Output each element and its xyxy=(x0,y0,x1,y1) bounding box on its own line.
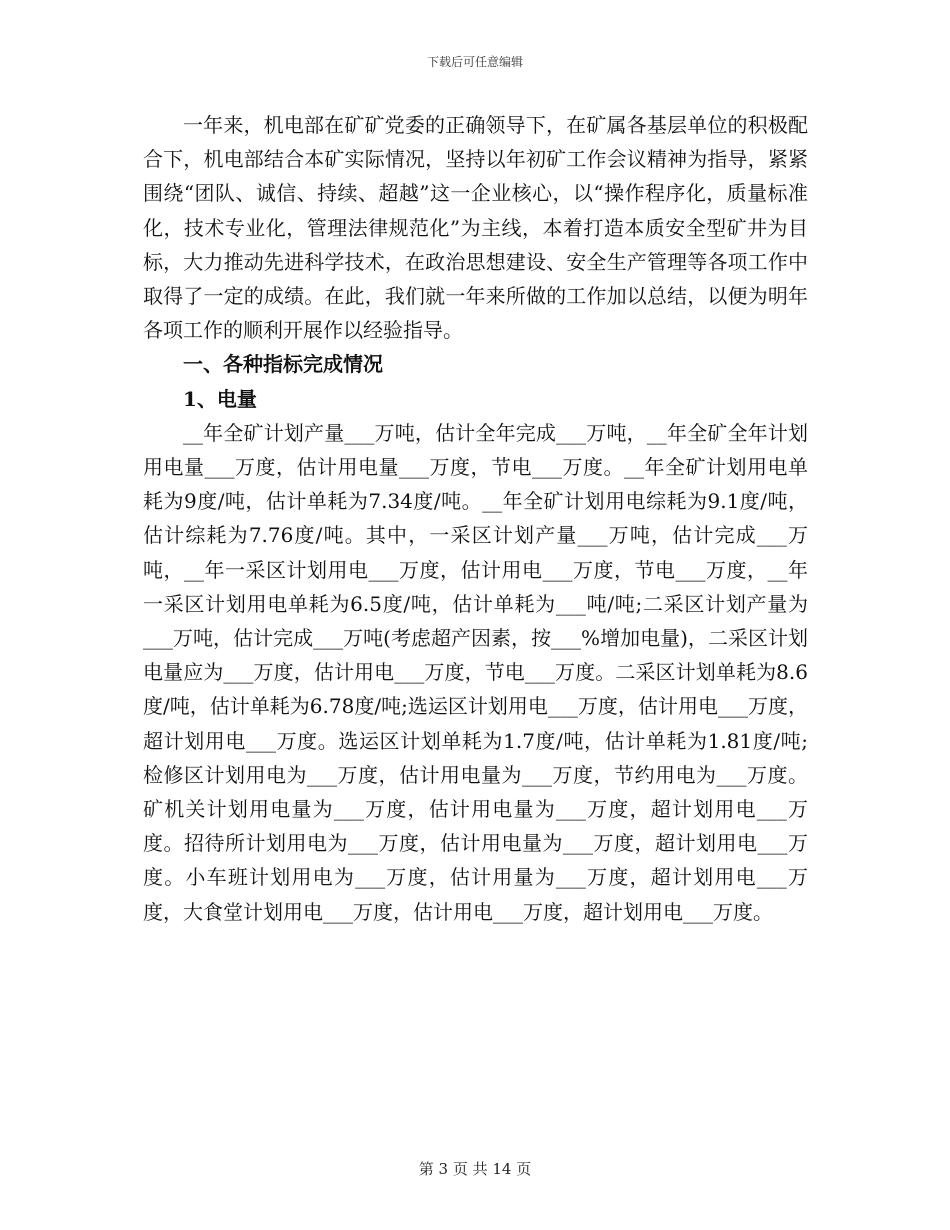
subsection-heading: 1、电量 xyxy=(183,386,257,411)
section-heading: 一、各种指标完成情况 xyxy=(183,352,383,377)
document-body xyxy=(143,108,808,929)
intro-paragraph: 一年来，机电部在矿矿党委的正确领导下，在矿属各基层单位的积极配合下，机电部结合本矿实际情况，坚持以年初矿工作会议精神为指导，紧紧围绕“团队、诚信、持续、超越”这一企业核心，以“操作程序化，质量标准化，技术专业化，管理法律规范化”为主线，本着打造本质安全型矿井为目标，大力推动先进科学技术，在政治思想建设、安全生产管理等各项工作中取得了一定的成绩。在此，我们就一年来所做的工作加以总结，以便为明年各项工作的顺利开展作以经验指导。 xyxy=(143,113,808,343)
electricity-paragraph: __年全矿计划产量___万吨，估计全年完成___万吨，__年全矿全年计划用电量___万度，估计用电量___万度，节电___万度。__年全矿计划用电单耗为9度/吨，估计单耗为7.34度/吨。__年全矿计划用电综耗为9.1度/吨，估计综耗为7.76度/吨。其中，一采区计划产量___万吨，估计完成___万吨，__年一采区计划用电___万度，估计用电___万度，节电___万度，__年一采区计划用电单耗为6.5度/吨，估计单耗为___吨/吨;二采区计划产量为___万吨，估计完成___万吨(考虑超产因素，按___%增加电量)，二采区计划电量应为___万度，估计用电___万度，节电___万度。二采区计划单耗为8.6度/吨，估计单耗为6.78度/吨;选运区计划用电___万度，估计用电___万度，超计划用电___万度。选运区计划单耗为1.7度/吨，估计单耗为1.81度/吨;检修区计划用电为___万度，估计用电量为___万度，节约用电为___万度。矿机关计划用电量为___万度，估计用电量为___万度，超计划用电___万度。招待所计划用电为___万度，估计用电量为___万度，超计划用电___万度。小车班计划用电为___万度，估计用量为___万度，超计划用电___万度，大食堂计划用电___万度，估计用电___万度，超计划用电___万度。 xyxy=(143,420,808,924)
page-footer: 第 3 页 共 14 页 xyxy=(418,1160,532,1178)
page-header: 下载后可任意编辑 xyxy=(426,55,523,69)
